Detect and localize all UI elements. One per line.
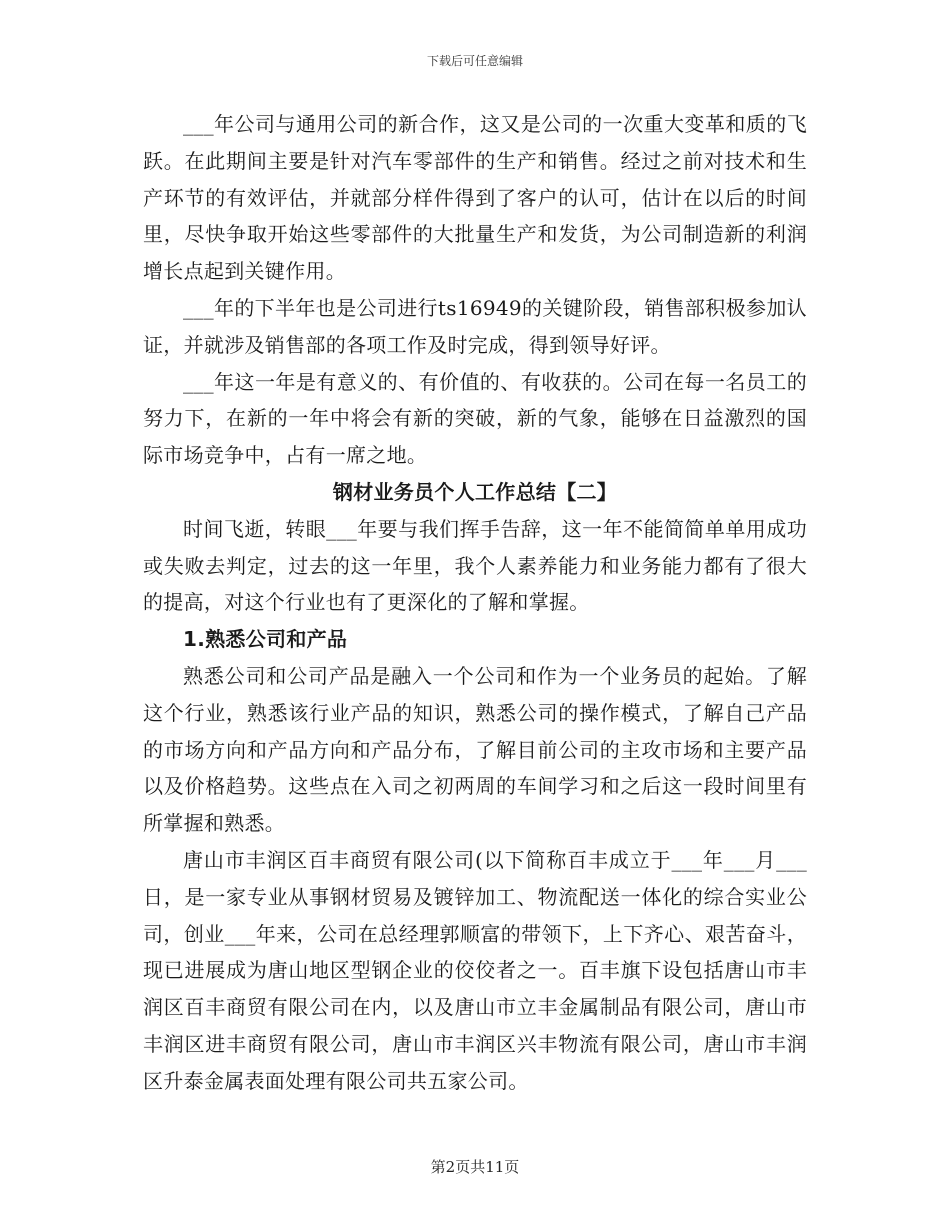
paragraph-4: 时间飞逝，转眼___年要与我们挥手告辞，这一年不能简简单单用成功或失败去判定，过去的这一年里，我个人素养能力和业务能力都有了很大的提高，对这个行业也有了更深化的了解和掌握。 xyxy=(143,516,807,615)
paragraph-1: ___年公司与通用公司的新合作，这又是公司的一次重大变革和质的飞跃。在此期间主要是针对汽车零部件的生产和销售。经过之前对技术和生产环节的有效评估，并就部分样件得到了客户的认可，估计在以后的时间里，尽快争取开始这些零部件的大批量生产和发货，为公司制造新的利润增长点起到关键作用。 xyxy=(143,112,807,284)
document-body xyxy=(143,106,807,1100)
page-header: 下载后可任意编辑 xyxy=(426,54,523,68)
section-title: 钢材业务员个人工作总结【二】 xyxy=(332,479,618,504)
subheading: 1.熟悉公司和产品 xyxy=(183,627,348,652)
paragraph-6: 唐山市丰润区百丰商贸有限公司(以下简称百丰成立于___年___月___日，是一家专业从事钢材贸易及镀锌加工、物流配送一体化的综合实业公司，创业___年来，公司在总经理郭顺富的带领下，上下齐心、艰苦奋斗，现已进展成为唐山地区型钢企业的佼佼者之一。百丰旗下设包括唐山市丰润区百丰商贸有限公司在内，以及唐山市立丰金属制品有限公司，唐山市丰润区进丰商贸有限公司，唐山市丰润区兴丰物流有限公司，唐山市丰润区升泰金属表面处理有限公司共五家公司。 xyxy=(143,847,807,1093)
paragraph-5: 熟悉公司和公司产品是融入一个公司和作为一个业务员的起始。了解这个行业，熟悉该行业产品的知识，熟悉公司的操作模式，了解自己产品的市场方向和产品方向和产品分布，了解目前公司的主攻市场和主要产品以及价格趋势。这些点在入司之初两周的车间学习和之后这一段时间里有所掌握和熟悉。 xyxy=(143,663,807,836)
page-footer: 第2页共11页 xyxy=(430,1158,520,1176)
paragraph-2: ___年的下半年也是公司进行ts16949的关键阶段，销售部积极参加认证，并就涉及销售部的各项工作及时完成，得到领导好评。 xyxy=(143,295,807,357)
paragraph-3: ___年这一年是有意义的、有价值的、有收获的。公司在每一名员工的努力下，在新的一年中将会有新的突破，新的气象，能够在日益激烈的国际市场竞争中，占有一席之地。 xyxy=(143,369,807,468)
